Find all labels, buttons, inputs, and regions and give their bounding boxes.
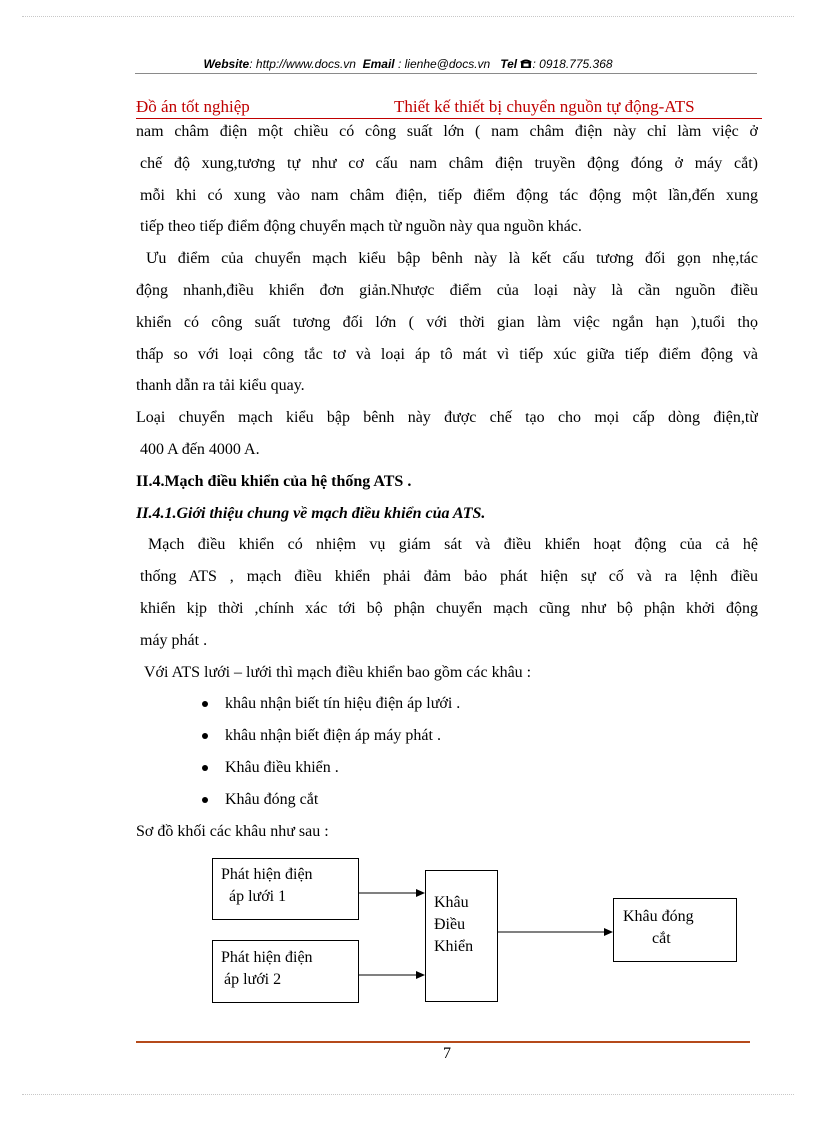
text-line: thanh dẫn ra tải kiểu quay. — [136, 377, 305, 395]
box-control-line3: Khiển — [434, 938, 474, 955]
footer-rule — [136, 1041, 750, 1043]
list-item-text: Khâu đóng cắt — [225, 790, 319, 808]
text-line: Loại chuyển mạch kiểu bập bênh này được chế tạo cho mọi cấp dòng điện,từ — [136, 409, 758, 427]
box-grid1-line2: áp lưới 1 — [229, 888, 287, 905]
text-line: chế độ xung,tương tự như cơ cấu nam châm điện truyền động đóng ở máy cắt) — [140, 154, 758, 172]
text-line: khiển kịp thời ,chính xác tới bộ phận chuyển mạch cũng như bộ phận khởi động — [140, 599, 758, 617]
text-line: tiếp theo tiếp điểm động chuyển mạch từ nguồn này qua nguồn khác. — [140, 218, 582, 236]
text-line: máy phát . — [140, 631, 208, 649]
box-grid2-line1: Phát hiện điện — [221, 949, 313, 966]
text-line: thấp so với loại công tắc tơ và loại áp tô mát vì tiếp xúc giữa tiếp điểm động và — [136, 345, 758, 363]
email-value: : lienhe@docs.vn — [394, 57, 491, 71]
text-line: nam châm điện một chiều có công suất lớn ( nam châm điện này chỉ làm việc ở — [136, 123, 758, 140]
text-line: Với ATS lưới – lưới thì mạch điều khiển bao gồm các khâu : — [144, 663, 532, 681]
text-line: mỗi khi có xung vào nam châm điện, tiếp điểm động tác động một lần,đến xung — [140, 186, 758, 204]
box-grid1-detection — [212, 858, 359, 920]
section-heading: II.4.Mạch điều khiển của hệ thống ATS . — [136, 472, 412, 490]
page-number: 7 — [443, 1045, 451, 1062]
text-line: Mạch điều khiển có nhiệm vụ giám sát và điều khiển hoạt động của cả hệ — [148, 536, 758, 554]
box-switching-line2: cắt — [652, 930, 671, 947]
text-line: khiển có công suất tương đối lớn ( với thời gian làm việc ngắn hạn ),tuổi thọ — [136, 313, 758, 331]
document-title-left: Đồ án tốt nghiệp — [136, 97, 250, 116]
list-item-text: khâu nhận biết tín hiệu điện áp lưới . — [225, 695, 461, 713]
text-line: thống ATS , mạch điều khiển phải đảm bảo phát hiện sự cố và ra lệnh điều — [140, 568, 758, 586]
box-switching-block — [613, 898, 737, 962]
website-value: : http://www.docs.vn — [249, 57, 356, 71]
box-switching-line1: Khâu đóng — [623, 908, 694, 925]
box-control-line2: Điều — [434, 916, 466, 933]
email-label: Email — [362, 57, 395, 71]
box-control-block — [425, 870, 498, 1002]
box-grid2-line2: áp lưới 2 — [224, 971, 282, 988]
document-title-right: Thiết kế thiết bị chuyển nguồn tự động-ATS — [394, 97, 695, 116]
tel-label: Tel — [500, 57, 518, 71]
subsection-heading: II.4.1.Giới thiệu chung về mạch điều khiển của ATS. — [136, 504, 486, 522]
list-item-text: Khâu điều khiển . — [225, 758, 339, 776]
text-line: động nhanh,điều khiển đơn giản.Nhược điểm của loại này là cần nguồn điều — [136, 281, 758, 299]
website-label: Website — [203, 57, 250, 71]
text-line: Ưu điểm của chuyển mạch kiểu bập bênh này là kết cấu tương đối gọn nhẹ,tác — [146, 250, 758, 268]
list-item-text: khâu nhận biết điện áp máy phát . — [225, 727, 441, 745]
box-grid1-line1: Phát hiện điện — [221, 866, 313, 883]
box-grid2-detection — [212, 940, 359, 1003]
text-line: 400 A đến 4000 A. — [140, 440, 260, 458]
tel-value: : 0918.775.368 — [532, 57, 613, 71]
box-control-line1: Khâu — [434, 894, 469, 911]
text-line: Sơ đồ khối các khâu như sau : — [136, 822, 329, 840]
